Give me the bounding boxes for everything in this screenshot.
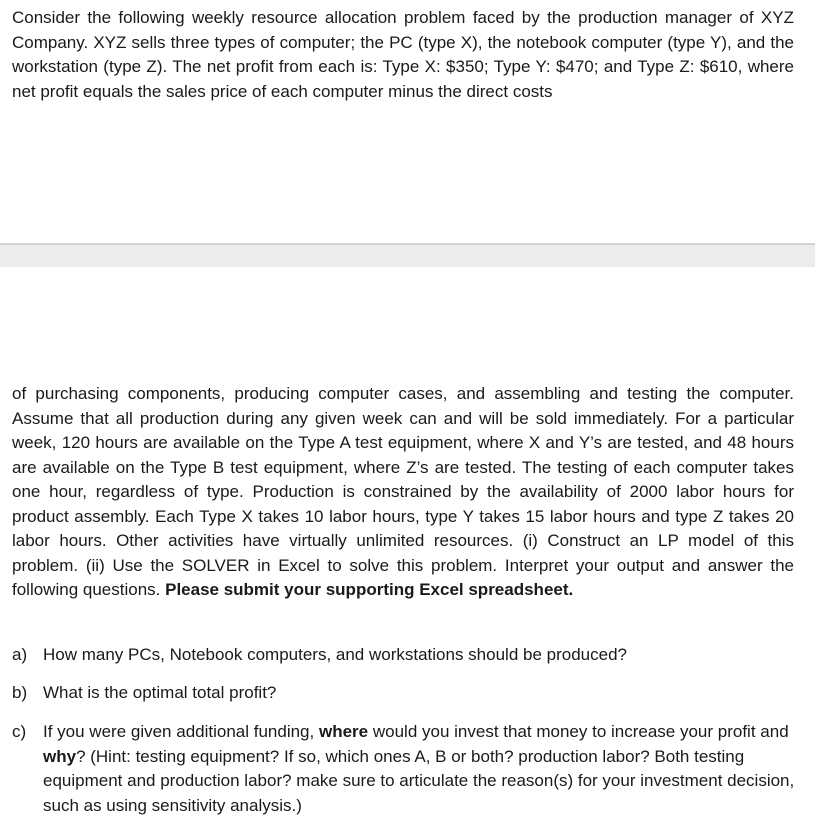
question-c: [12, 720, 802, 818]
question-a: [12, 643, 802, 668]
question-text-segment: If you were given additional funding,: [43, 722, 315, 741]
problem-statement-part-2: [12, 382, 794, 603]
question-b: [12, 681, 802, 706]
question-text: What is the optimal total profit?: [43, 683, 277, 702]
emphasis-where: where: [318, 722, 369, 741]
question-text-segment: ? (Hint: testing equipment? If so, which ones A, B or both? production labor? Both testing equipment and production labor? make sure to articulate the reason(s) for your investment decision, such as using sensitivity analysis.): [43, 746, 795, 815]
submission-instruction: Please submit your supporting Excel spreadsheet.: [165, 580, 574, 599]
question-marker: a): [12, 645, 28, 664]
emphasis-why: why: [43, 746, 77, 766]
problem-statement-part-1: Consider the following weekly resource allocation problem faced by the production manager of XYZ Company. XYZ sells three types of computer; the PC (type X), the notebook computer (type Y), and the workstation (type Z). The net profit from each is: Type X: $350; Type Y: $470; and Type Z: $610, where net profit equals the sales price of each computer minus the direct costs: [12, 8, 794, 101]
question-marker: c): [12, 722, 27, 741]
page-divider: [0, 243, 815, 267]
question-text: [43, 720, 802, 818]
problem-statement-text: of purchasing components, producing computer cases, and assembling and testing the computer. Assume that all production during any given week can and will be sold immediately. For a particular week, 120 hours are available on the Type A test equipment, where X and Y’s are tested, and 48 hours are available on the Type B test equipment, where Z’s are tested. The testing of each computer takes one hour, regardless of type. Production is constrained by the availability of 2000 labor hours for product assembly. Each Type X takes 10 labor hours, type Y takes 15 labor hours and type Z takes 20 labor hours. Other activities have virtually unlimited resources. (i) Construct an LP model of this problem. (ii) Use the SOLVER in Excel to solve this problem. Interpret your output and answer the following questions.: [12, 384, 794, 599]
question-text-segment: would you invest that money to increase your profit and: [372, 722, 789, 741]
question-text: How many PCs, Notebook computers, and workstations should be produced?: [43, 645, 627, 664]
question-marker: b): [12, 683, 28, 702]
